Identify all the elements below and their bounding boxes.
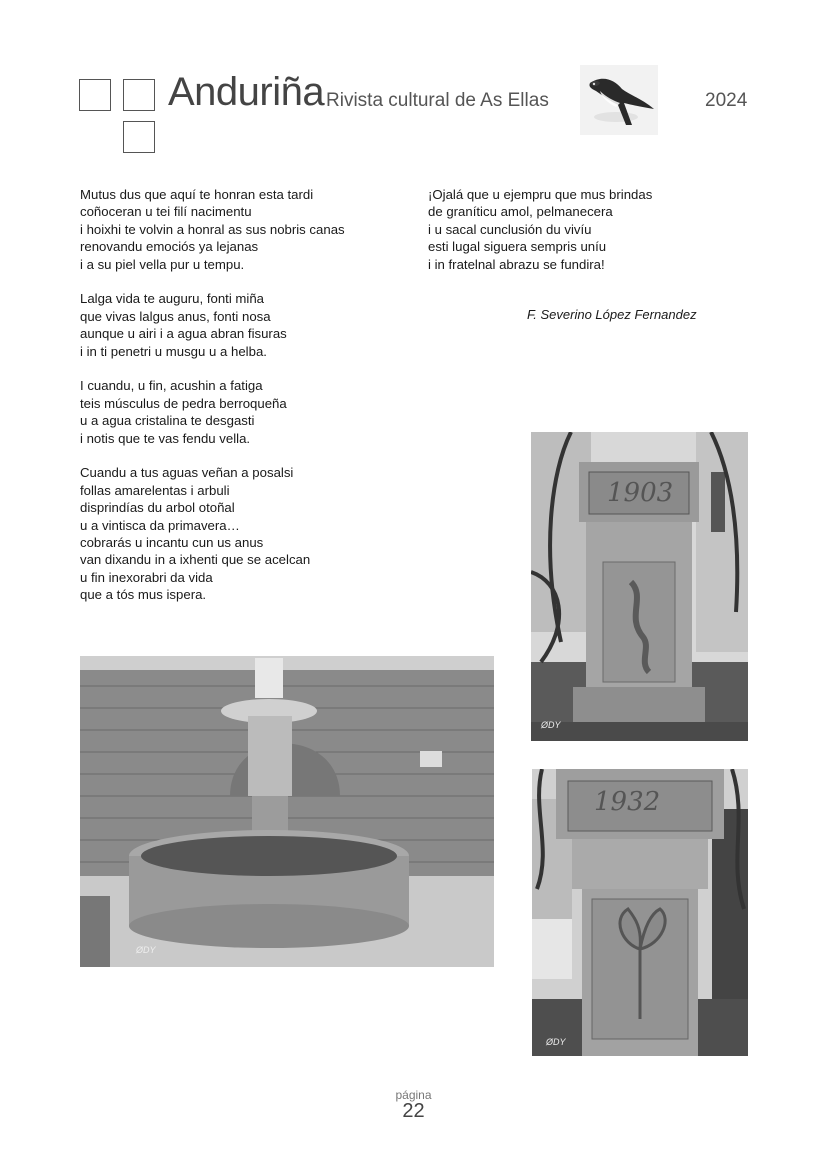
poem-line: i in ti penetri u musgu u a helba.: [80, 343, 267, 359]
poem-line: u a agua cristalina te desgasti: [80, 413, 255, 429]
poem-line: aunque u airi i a agua abran fisuras: [80, 326, 287, 342]
magazine-subtitle: Rivista cultural de As Ellas: [326, 90, 549, 111]
poem-line: disprindías du arbol otoñal: [80, 500, 235, 516]
poem-line: renovandu emociós ya lejanas: [80, 239, 259, 255]
poem-stanza: [80, 464, 345, 603]
poem-stanza: [80, 186, 345, 273]
poem-line: i notis que te vas fendu vella.: [80, 430, 251, 446]
fountain-photo: [80, 656, 494, 967]
poem-line: cobrarás u incantu cun us anus: [80, 535, 264, 551]
decor-square-1: [79, 79, 111, 111]
pillar-1932-photo: [532, 769, 748, 1056]
photo-watermark: ØDY: [546, 1037, 566, 1047]
poem-author: F. Severino López Fernandez: [527, 307, 697, 322]
photo-watermark: ØDY: [541, 720, 561, 730]
poem-line: i u sacal cunclusión du vivíu: [428, 221, 592, 237]
poem-line: que a tós mus ispera.: [80, 587, 207, 603]
carved-date: 1932: [594, 787, 661, 817]
poem-line: i a su piel vella pur u tempu.: [80, 256, 245, 272]
swallow-bird-icon: [580, 65, 658, 135]
poem-line: I cuandu, u fin, acushin a fatiga: [80, 378, 263, 394]
poem-stanza: [428, 186, 652, 273]
photo-watermark: ØDY: [136, 945, 156, 955]
poem-line: teis músculus de pedra berroqueña: [80, 395, 287, 411]
poem-line: Mutus dus que aquí te honran esta tardi: [80, 187, 314, 202]
magazine-title: Anduriña: [168, 70, 325, 114]
poem-stanza: [80, 290, 345, 360]
poem-stanza: [80, 377, 345, 447]
poem-line: coñoceran u tei filí nacimentu: [80, 204, 252, 220]
poem-line: Cuandu a tus aguas veñan a posalsi: [80, 465, 294, 481]
poem-line: i in fratelnal abrazu se fundira!: [428, 256, 605, 272]
poem-line: esti lugal siguera sempris uníu: [428, 239, 607, 255]
decor-square-3: [123, 121, 155, 153]
page-label: página: [395, 1088, 432, 1102]
poem-line: i hoixhi te volvin a honral as sus nobris canas: [80, 221, 345, 237]
carved-date: 1903: [607, 478, 674, 508]
poem-line: ¡Ojalá que u ejempru que mus brindas: [428, 187, 653, 202]
poem-line: Lalga vida te auguru, fonti miña: [80, 291, 265, 307]
poem-line: u a vintisca da primavera…: [80, 517, 240, 533]
poem-line: van dixandu in a ixhenti que se acelcan: [80, 552, 311, 568]
pillar-1903-photo: [531, 432, 748, 741]
page-number: 22: [402, 1100, 425, 1122]
decor-square-2: [123, 79, 155, 111]
poem-line: u fin inexorabri da vida: [80, 569, 213, 585]
poem-line: follas amarelentas i arbuli: [80, 482, 230, 498]
poem-left-column: [80, 186, 345, 621]
poem-line: que vivas lalgus anus, fonti nosa: [80, 308, 271, 324]
poem-line: de graníticu amol, pelmanecera: [428, 204, 613, 220]
poem-right-column: [428, 186, 652, 290]
issue-year: 2024: [705, 90, 748, 111]
